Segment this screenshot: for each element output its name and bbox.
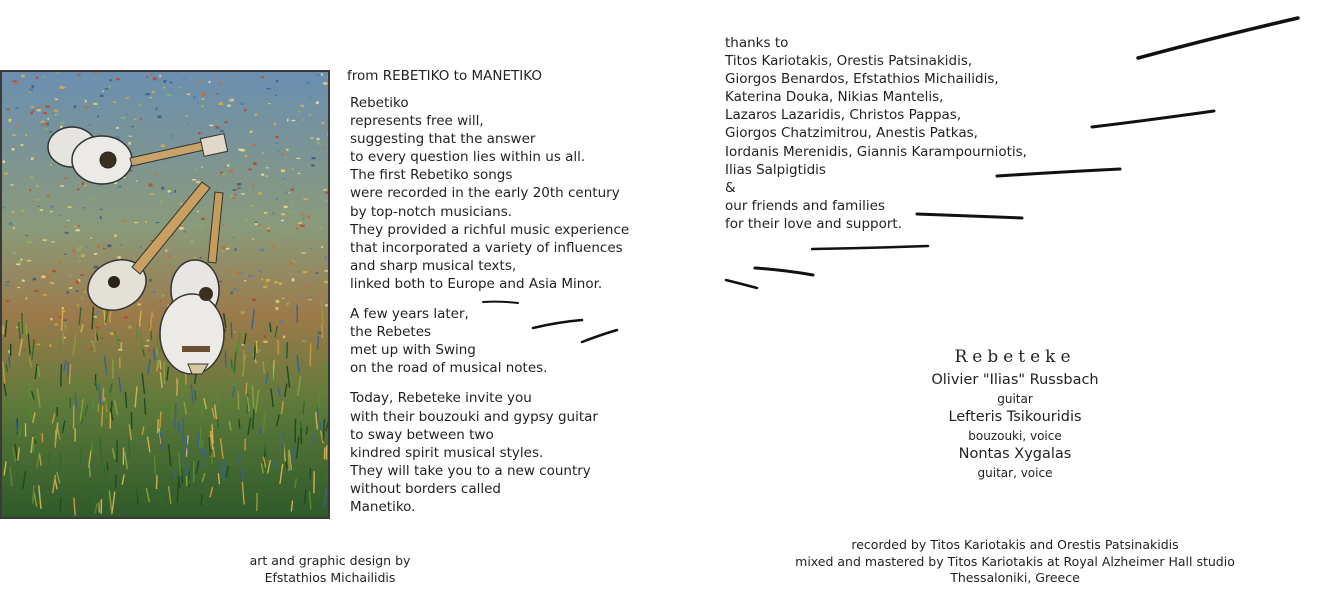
- poem-line: on the road of musical notes.: [350, 360, 548, 377]
- member-role: guitar, voice: [977, 466, 1053, 480]
- poem-line: to sway between two: [350, 426, 494, 443]
- thanks-line: for their love and support.: [725, 215, 903, 232]
- design-credits-line: Efstathios Michailidis: [264, 569, 396, 585]
- poem-line: Manetiko.: [350, 498, 416, 515]
- poem-stanza-1: [350, 94, 629, 293]
- member-name: Nontas Xygalas: [958, 446, 1072, 462]
- thanks-line: Ilias Salpigtidis: [725, 161, 826, 178]
- poem-line: were recorded in the early 20th century: [350, 185, 620, 202]
- brush-stroke: [1138, 18, 1298, 58]
- recording-credits: [780, 537, 1250, 587]
- poem-line: that incorporated a variety of influences: [350, 239, 623, 256]
- poem-line: Rebetiko: [350, 95, 409, 111]
- poem-stanza-3: [350, 389, 629, 516]
- poem: [350, 94, 629, 528]
- design-credits-line: art and graphic design by: [249, 553, 411, 568]
- guitar-painting-svg: [2, 72, 328, 517]
- brush-stroke: [755, 268, 813, 275]
- poem-line: They provided a richful music experience: [350, 221, 630, 238]
- brush-stroke: [1092, 111, 1214, 127]
- guitar-painting: [0, 70, 330, 519]
- brush-stroke: [726, 280, 757, 288]
- poem-line: represents free will,: [350, 113, 484, 130]
- recording-credits-line: recorded by Titos Kariotakis and Orestis Patsinakidis: [851, 537, 1179, 552]
- thanks-line: thanks to: [725, 35, 789, 51]
- member-role: bouzouki, voice: [968, 429, 1062, 443]
- poem-line: to every question lies within us all.: [350, 149, 586, 166]
- thanks-line: Titos Kariotakis, Orestis Patsinakidis,: [725, 53, 973, 70]
- thanks-list: [725, 34, 1027, 233]
- recording-credits-line: mixed and mastered by Titos Kariotakis at Royal Alzheimer Hall studio: [795, 553, 1235, 569]
- poem-line: suggesting that the answer: [350, 131, 536, 148]
- recording-credits-line: Thessaloniki, Greece: [950, 570, 1080, 585]
- poem-heading: from REBETIKO to MANETIKO: [347, 68, 542, 84]
- member-name: Olivier "Ilias" Russbach: [931, 372, 1099, 388]
- thanks-line: our friends and families: [725, 197, 885, 214]
- poem-line: The first Rebetiko songs: [350, 167, 513, 184]
- thanks-line: Lazaros Lazaridis, Christos Pappas,: [725, 107, 962, 124]
- poem-line: linked both to Europe and Asia Minor.: [350, 275, 603, 292]
- band-name: Rebeteke: [954, 347, 1076, 367]
- band-lineup: [880, 347, 1150, 482]
- poem-stanza-2: [350, 305, 629, 377]
- poem-line: Today, Rebeteke invite you: [350, 390, 532, 407]
- poem-line: with their bouzouki and gypsy guitar: [350, 408, 598, 425]
- poem-line: the Rebetes: [350, 324, 432, 341]
- poem-line: A few years later,: [350, 306, 469, 323]
- poem-line: met up with Swing: [350, 342, 476, 359]
- brush-stroke: [812, 246, 928, 249]
- member-name: Lefteris Tsikouridis: [948, 409, 1082, 425]
- poem-line: by top-notch musicians.: [350, 203, 513, 220]
- thanks-line: Iordanis Merenidis, Giannis Karampourniotis,: [725, 143, 1027, 160]
- poem-line: They will take you to a new country: [350, 462, 591, 479]
- poem-line: and sharp musical texts,: [350, 257, 517, 274]
- poem-line: without borders called: [350, 480, 502, 497]
- member-role: guitar: [997, 392, 1033, 406]
- design-credits: [190, 553, 470, 586]
- thanks-line: &: [725, 179, 736, 196]
- thanks-line: Katerina Douka, Nikias Mantelis,: [725, 89, 944, 106]
- thanks-line: Giorgos Benardos, Efstathios Michailidis,: [725, 71, 999, 88]
- poem-line: kindred spirit musical styles.: [350, 444, 544, 461]
- thanks-line: Giorgos Chatzimitrou, Anestis Patkas,: [725, 125, 978, 142]
